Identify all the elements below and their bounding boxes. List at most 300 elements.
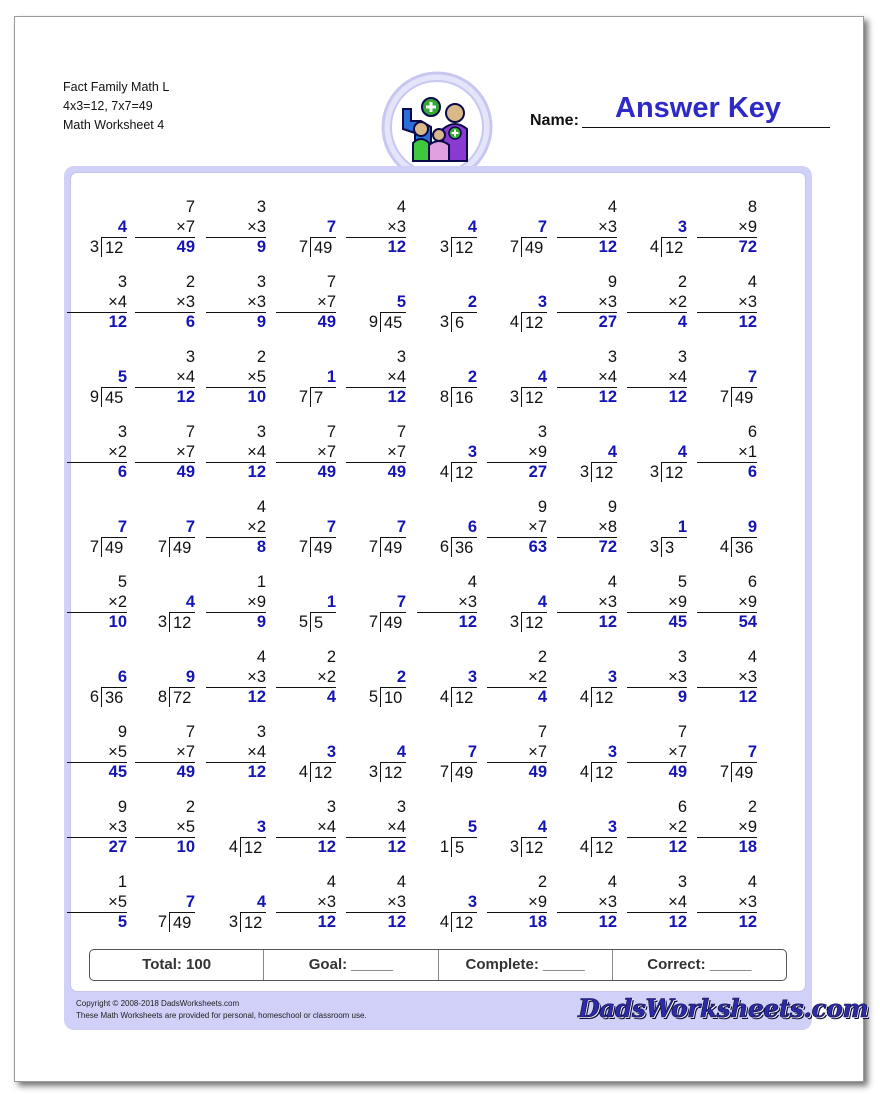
- multiplication-problem: [186, 497, 266, 559]
- multiplication-problem: [256, 422, 336, 484]
- divisor: 7: [298, 238, 308, 256]
- multiplicand: 2: [537, 873, 547, 891]
- quotient-answer: 3: [607, 668, 617, 686]
- times-sign: ×: [247, 668, 257, 686]
- dividend: 12: [521, 387, 547, 407]
- times-sign: ×: [108, 818, 118, 836]
- product-answer: 4: [487, 687, 547, 707]
- quotient-answer: 7: [467, 743, 477, 761]
- division-problem: [397, 422, 477, 484]
- division-bracket: [687, 537, 757, 557]
- name-line[interactable]: [582, 127, 830, 128]
- product-answer: 12: [627, 912, 687, 932]
- division-problem: [607, 197, 687, 259]
- multiplier: 7: [185, 743, 195, 761]
- product-answer: 12: [557, 237, 617, 257]
- divisor: 9: [368, 313, 378, 331]
- times-sign: ×: [317, 443, 327, 461]
- quotient-answer: 7: [747, 743, 757, 761]
- multiplication-problem: [467, 872, 547, 934]
- division-bracket: [336, 687, 406, 707]
- multiplier: 4: [117, 293, 127, 311]
- times-sign: ×: [247, 743, 257, 761]
- division-bracket: [687, 762, 757, 782]
- quotient-answer: 7: [326, 518, 336, 536]
- multiplier: 3: [677, 668, 687, 686]
- multiplication-problem: [537, 197, 617, 259]
- divisor: 4: [439, 688, 449, 706]
- product-answer: 12: [346, 387, 406, 407]
- times-sign: ×: [387, 818, 397, 836]
- divisor: 3: [157, 613, 167, 631]
- divisor: 7: [509, 238, 519, 256]
- division-problem: [115, 872, 195, 934]
- product-answer: 27: [67, 837, 127, 857]
- dividend: 12: [240, 912, 266, 932]
- product-answer: 9: [206, 612, 266, 632]
- divisor: 4: [228, 838, 238, 856]
- dividend: 6: [451, 312, 477, 332]
- dividend: 12: [591, 762, 617, 782]
- division-problem: [677, 497, 757, 559]
- product-answer: 12: [697, 312, 757, 332]
- quotient-answer: 3: [467, 668, 477, 686]
- product-answer: 8: [206, 537, 266, 557]
- division-bracket: [336, 612, 406, 632]
- multiplication-problem: [115, 347, 195, 409]
- divisor: 3: [649, 463, 659, 481]
- quotient-answer: 3: [256, 818, 266, 836]
- multiplier: 4: [396, 818, 406, 836]
- division-bracket: [336, 537, 406, 557]
- multiplication-problem: [537, 347, 617, 409]
- multiplicand: 7: [326, 423, 336, 441]
- multiplicand: 7: [537, 723, 547, 741]
- quotient-answer: 7: [537, 218, 547, 236]
- multiplication-problem: [186, 422, 266, 484]
- multiplication-problem: [607, 647, 687, 709]
- multiplication-problem: [537, 497, 617, 559]
- multiplier: 3: [256, 218, 266, 236]
- dividend: 49: [169, 537, 195, 557]
- dividend: 12: [591, 462, 617, 482]
- dividend: 12: [451, 462, 477, 482]
- division-problem: [467, 797, 547, 859]
- times-sign: ×: [598, 368, 608, 386]
- times-sign: ×: [108, 743, 118, 761]
- division-problem: [186, 872, 266, 934]
- multiplicand: 1: [256, 573, 266, 591]
- name-label: Name:: [530, 112, 579, 129]
- quotient-answer: 3: [467, 893, 477, 911]
- division-problem: [677, 347, 757, 409]
- complete-cell[interactable]: Complete: _____: [439, 950, 613, 980]
- multiplier: 7: [185, 218, 195, 236]
- product-answer: 12: [135, 387, 195, 407]
- multiplicand: 4: [256, 498, 266, 516]
- division-problem: [467, 272, 547, 334]
- product-answer: 12: [276, 912, 336, 932]
- times-sign: ×: [668, 368, 678, 386]
- dividend: 12: [451, 237, 477, 257]
- multiplier-row: [697, 592, 757, 612]
- division-problem: [186, 797, 266, 859]
- division-bracket: [687, 387, 757, 407]
- multiplier: 9: [677, 593, 687, 611]
- dividend: 45: [101, 387, 127, 407]
- correct-cell[interactable]: Correct: _____: [647, 956, 752, 973]
- multiplication-problem: [677, 797, 757, 859]
- multiplicand: 6: [747, 423, 757, 441]
- multiplication-problem: [467, 647, 547, 709]
- multiplicand: 3: [396, 348, 406, 366]
- multiplicand: 3: [677, 348, 687, 366]
- multiplier: 9: [537, 443, 547, 461]
- multiplication-problem: [607, 572, 687, 634]
- multiplier: 2: [256, 518, 266, 536]
- product-answer: 10: [67, 612, 127, 632]
- times-sign: ×: [176, 218, 186, 236]
- multiplicand: 4: [747, 648, 757, 666]
- product-answer: 72: [557, 537, 617, 557]
- multiplication-problem: [607, 872, 687, 934]
- multiplier: 3: [256, 668, 266, 686]
- product-answer: 27: [557, 312, 617, 332]
- times-sign: ×: [738, 818, 748, 836]
- quotient-answer: 7: [396, 593, 406, 611]
- division-problem: [326, 272, 406, 334]
- divisor: 3: [509, 838, 519, 856]
- multiplier: 7: [537, 518, 547, 536]
- multiplier: 2: [677, 818, 687, 836]
- quotient-answer: 2: [396, 668, 406, 686]
- quotient-answer: 5: [396, 293, 406, 311]
- times-sign: ×: [387, 218, 397, 236]
- multiplication-problem: [326, 347, 406, 409]
- multiplication-problem: [677, 647, 757, 709]
- quotient-answer: 4: [607, 443, 617, 461]
- product-answer: 4: [627, 312, 687, 332]
- multiplier: 3: [607, 593, 617, 611]
- dividend: 3: [661, 537, 687, 557]
- times-sign: ×: [247, 518, 257, 536]
- multiplier: 7: [677, 743, 687, 761]
- multiplicand: 2: [326, 648, 336, 666]
- dividend: 49: [731, 387, 757, 407]
- times-sign: ×: [247, 293, 257, 311]
- times-sign: ×: [528, 668, 538, 686]
- multiplication-problem: [115, 797, 195, 859]
- worksheet-title-block: [63, 78, 169, 135]
- dadsworksheets-logo: DadsWorksheets.com: [578, 994, 869, 1023]
- divisor: 4: [579, 763, 589, 781]
- multiplier-row: [697, 892, 757, 912]
- multiplicand: 4: [607, 198, 617, 216]
- dividend: 7: [310, 387, 336, 407]
- divisor: 7: [298, 538, 308, 556]
- multiplier: 3: [607, 293, 617, 311]
- multiplication-problem: [467, 722, 547, 784]
- multiplier: 9: [747, 218, 757, 236]
- division-bracket: [336, 762, 406, 782]
- times-sign: ×: [317, 293, 327, 311]
- product-answer: 12: [206, 687, 266, 707]
- multiplicand: 3: [396, 798, 406, 816]
- divisor: 4: [298, 763, 308, 781]
- product-answer: 12: [206, 762, 266, 782]
- division-problem: [115, 497, 195, 559]
- product-answer: 12: [627, 387, 687, 407]
- times-sign: ×: [247, 443, 257, 461]
- product-answer: 12: [346, 912, 406, 932]
- quotient-answer: 3: [607, 818, 617, 836]
- product-answer: 12: [557, 387, 617, 407]
- multiplicand: 8: [747, 198, 757, 216]
- dividend: 49: [169, 912, 195, 932]
- multiplier: 1: [747, 443, 757, 461]
- product-answer: 12: [67, 312, 127, 332]
- product-answer: 12: [276, 837, 336, 857]
- dividend: 36: [451, 537, 477, 557]
- product-answer: 6: [67, 462, 127, 482]
- product-answer: 12: [697, 912, 757, 932]
- division-problem: [326, 647, 406, 709]
- dividend: 12: [451, 687, 477, 707]
- multiplier: 4: [677, 368, 687, 386]
- dividend: 36: [101, 687, 127, 707]
- answer-key-text: Answer Key: [615, 92, 782, 124]
- times-sign: ×: [738, 293, 748, 311]
- multiplier: 7: [326, 293, 336, 311]
- multiplier: 2: [117, 593, 127, 611]
- quotient-answer: 4: [677, 443, 687, 461]
- division-problem: [467, 347, 547, 409]
- multiplier: 7: [185, 443, 195, 461]
- multiplicand: 3: [677, 873, 687, 891]
- division-problem: [397, 872, 477, 934]
- quotient-answer: 2: [467, 368, 477, 386]
- multiplication-problem: [326, 797, 406, 859]
- product-answer: 49: [135, 237, 195, 257]
- multiplication-problem: [397, 572, 477, 634]
- multiplier-row: [697, 442, 757, 462]
- divisor: 3: [509, 388, 519, 406]
- divisor: 7: [368, 613, 378, 631]
- multiplier: 2: [537, 668, 547, 686]
- copyright-block: [76, 998, 367, 1022]
- division-bracket: [125, 687, 195, 707]
- times-sign: ×: [668, 668, 678, 686]
- times-sign: ×: [598, 893, 608, 911]
- times-sign: ×: [668, 593, 678, 611]
- multiplicand: 3: [256, 423, 266, 441]
- multiplicand: 3: [607, 348, 617, 366]
- multiplication-problem: [467, 422, 547, 484]
- times-sign: ×: [317, 668, 327, 686]
- quotient-answer: 3: [326, 743, 336, 761]
- times-sign: ×: [738, 668, 748, 686]
- multiplier: 3: [747, 293, 757, 311]
- division-problem: [326, 572, 406, 634]
- times-sign: ×: [176, 743, 186, 761]
- title-line-3: Math Worksheet 4: [63, 118, 165, 132]
- product-answer: 10: [206, 387, 266, 407]
- multiplier: 3: [396, 218, 406, 236]
- multiplication-problem: [115, 272, 195, 334]
- quotient-answer: 4: [117, 218, 127, 236]
- dividend: 5: [310, 612, 336, 632]
- multiplication-problem: [607, 722, 687, 784]
- times-sign: ×: [247, 218, 257, 236]
- quotient-answer: 5: [467, 818, 477, 836]
- product-answer: 18: [487, 912, 547, 932]
- quotient-answer: 1: [677, 518, 687, 536]
- times-sign: ×: [598, 593, 608, 611]
- multiplicand: 2: [185, 273, 195, 291]
- multiplicand: 2: [256, 348, 266, 366]
- dividend: 12: [591, 837, 617, 857]
- multiplication-problem: [607, 797, 687, 859]
- dividend: 12: [240, 837, 266, 857]
- multiplicand: 5: [677, 573, 687, 591]
- dividend: 12: [661, 237, 687, 257]
- dividend: 12: [521, 612, 547, 632]
- divisor: 5: [298, 613, 308, 631]
- product-answer: 9: [206, 237, 266, 257]
- multiplicand: 3: [326, 798, 336, 816]
- multiplication-problem: [607, 272, 687, 334]
- times-sign: ×: [108, 443, 118, 461]
- division-problem: [256, 197, 336, 259]
- multiplier: 2: [677, 293, 687, 311]
- product-answer: 27: [487, 462, 547, 482]
- dividend: 12: [591, 687, 617, 707]
- multiplicand: 3: [185, 348, 195, 366]
- division-problem: [256, 572, 336, 634]
- dividend: 49: [310, 537, 336, 557]
- multiplier: 3: [117, 818, 127, 836]
- product-answer: 12: [697, 687, 757, 707]
- multiplier: 4: [396, 368, 406, 386]
- times-sign: ×: [668, 818, 678, 836]
- multiplicand: 9: [537, 498, 547, 516]
- times-sign: ×: [387, 368, 397, 386]
- multiplier: 8: [607, 518, 617, 536]
- division-bracket: [125, 537, 195, 557]
- divisor: 7: [298, 388, 308, 406]
- division-problem: [467, 572, 547, 634]
- divisor: 4: [649, 238, 659, 256]
- dividend: 49: [101, 537, 127, 557]
- goal-cell[interactable]: Goal: _____: [264, 950, 438, 980]
- dividend: 45: [380, 312, 406, 332]
- product-answer: 12: [417, 612, 477, 632]
- quotient-answer: 1: [326, 368, 336, 386]
- multiplicand: 2: [747, 798, 757, 816]
- product-answer: 49: [487, 762, 547, 782]
- divisor: 3: [368, 763, 378, 781]
- multiplicand: 7: [396, 423, 406, 441]
- times-sign: ×: [176, 818, 186, 836]
- dividend: 12: [521, 837, 547, 857]
- multiplication-problem: [677, 272, 757, 334]
- times-sign: ×: [176, 293, 186, 311]
- multiplication-problem: [256, 272, 336, 334]
- multiplicand: 3: [256, 273, 266, 291]
- times-sign: ×: [738, 443, 748, 461]
- multiplicand: 4: [747, 273, 757, 291]
- product-answer: 9: [206, 312, 266, 332]
- product-answer: 6: [135, 312, 195, 332]
- totals-bar: [89, 949, 787, 981]
- product-answer: 10: [135, 837, 195, 857]
- multiplicand: 6: [747, 573, 757, 591]
- division-problem: [537, 797, 617, 859]
- multiplier: 7: [326, 443, 336, 461]
- title-line-1: Fact Family Math L: [63, 80, 170, 94]
- times-sign: ×: [668, 293, 678, 311]
- multiplication-problem: [326, 422, 406, 484]
- multiplicand: 7: [185, 723, 195, 741]
- multiplicand: 7: [677, 723, 687, 741]
- multiplication-problem: [186, 572, 266, 634]
- times-sign: ×: [528, 518, 538, 536]
- quotient-answer: 4: [537, 368, 547, 386]
- times-sign: ×: [108, 593, 118, 611]
- quotient-answer: 3: [607, 743, 617, 761]
- multiplier: 2: [326, 668, 336, 686]
- multiplication-problem: [326, 197, 406, 259]
- multiplicand: 2: [537, 648, 547, 666]
- multiplicand: 4: [396, 198, 406, 216]
- multiplicand: 3: [256, 198, 266, 216]
- product-answer: 72: [697, 237, 757, 257]
- quotient-answer: 9: [747, 518, 757, 536]
- times-sign: ×: [247, 368, 257, 386]
- multiplication-problem: [186, 272, 266, 334]
- product-answer: 18: [697, 837, 757, 857]
- divisor: 3: [89, 238, 99, 256]
- multiplicand: 4: [607, 873, 617, 891]
- quotient-answer: 6: [467, 518, 477, 536]
- multiplier: 5: [117, 893, 127, 911]
- multiplier: 9: [256, 593, 266, 611]
- multiplier: 2: [117, 443, 127, 461]
- multiplication-problem: [186, 647, 266, 709]
- multiplicand: 4: [256, 648, 266, 666]
- product-answer: 49: [135, 762, 195, 782]
- divisor: 7: [719, 763, 729, 781]
- multiplier: 4: [607, 368, 617, 386]
- division-problem: [115, 572, 195, 634]
- division-problem: [397, 497, 477, 559]
- multiplicand: 7: [185, 423, 195, 441]
- multiplicand: 3: [117, 273, 127, 291]
- quotient-answer: 3: [467, 443, 477, 461]
- quotient-answer: 4: [537, 818, 547, 836]
- division-problem: [607, 497, 687, 559]
- times-sign: ×: [598, 518, 608, 536]
- dividend: 12: [521, 312, 547, 332]
- divisor: 7: [157, 913, 167, 931]
- times-sign: ×: [738, 593, 748, 611]
- multiplication-problem: [256, 797, 336, 859]
- divisor: 9: [89, 388, 99, 406]
- dividend: 16: [451, 387, 477, 407]
- multiplier-row: [697, 217, 757, 237]
- quotient-answer: 7: [117, 518, 127, 536]
- times-sign: ×: [387, 893, 397, 911]
